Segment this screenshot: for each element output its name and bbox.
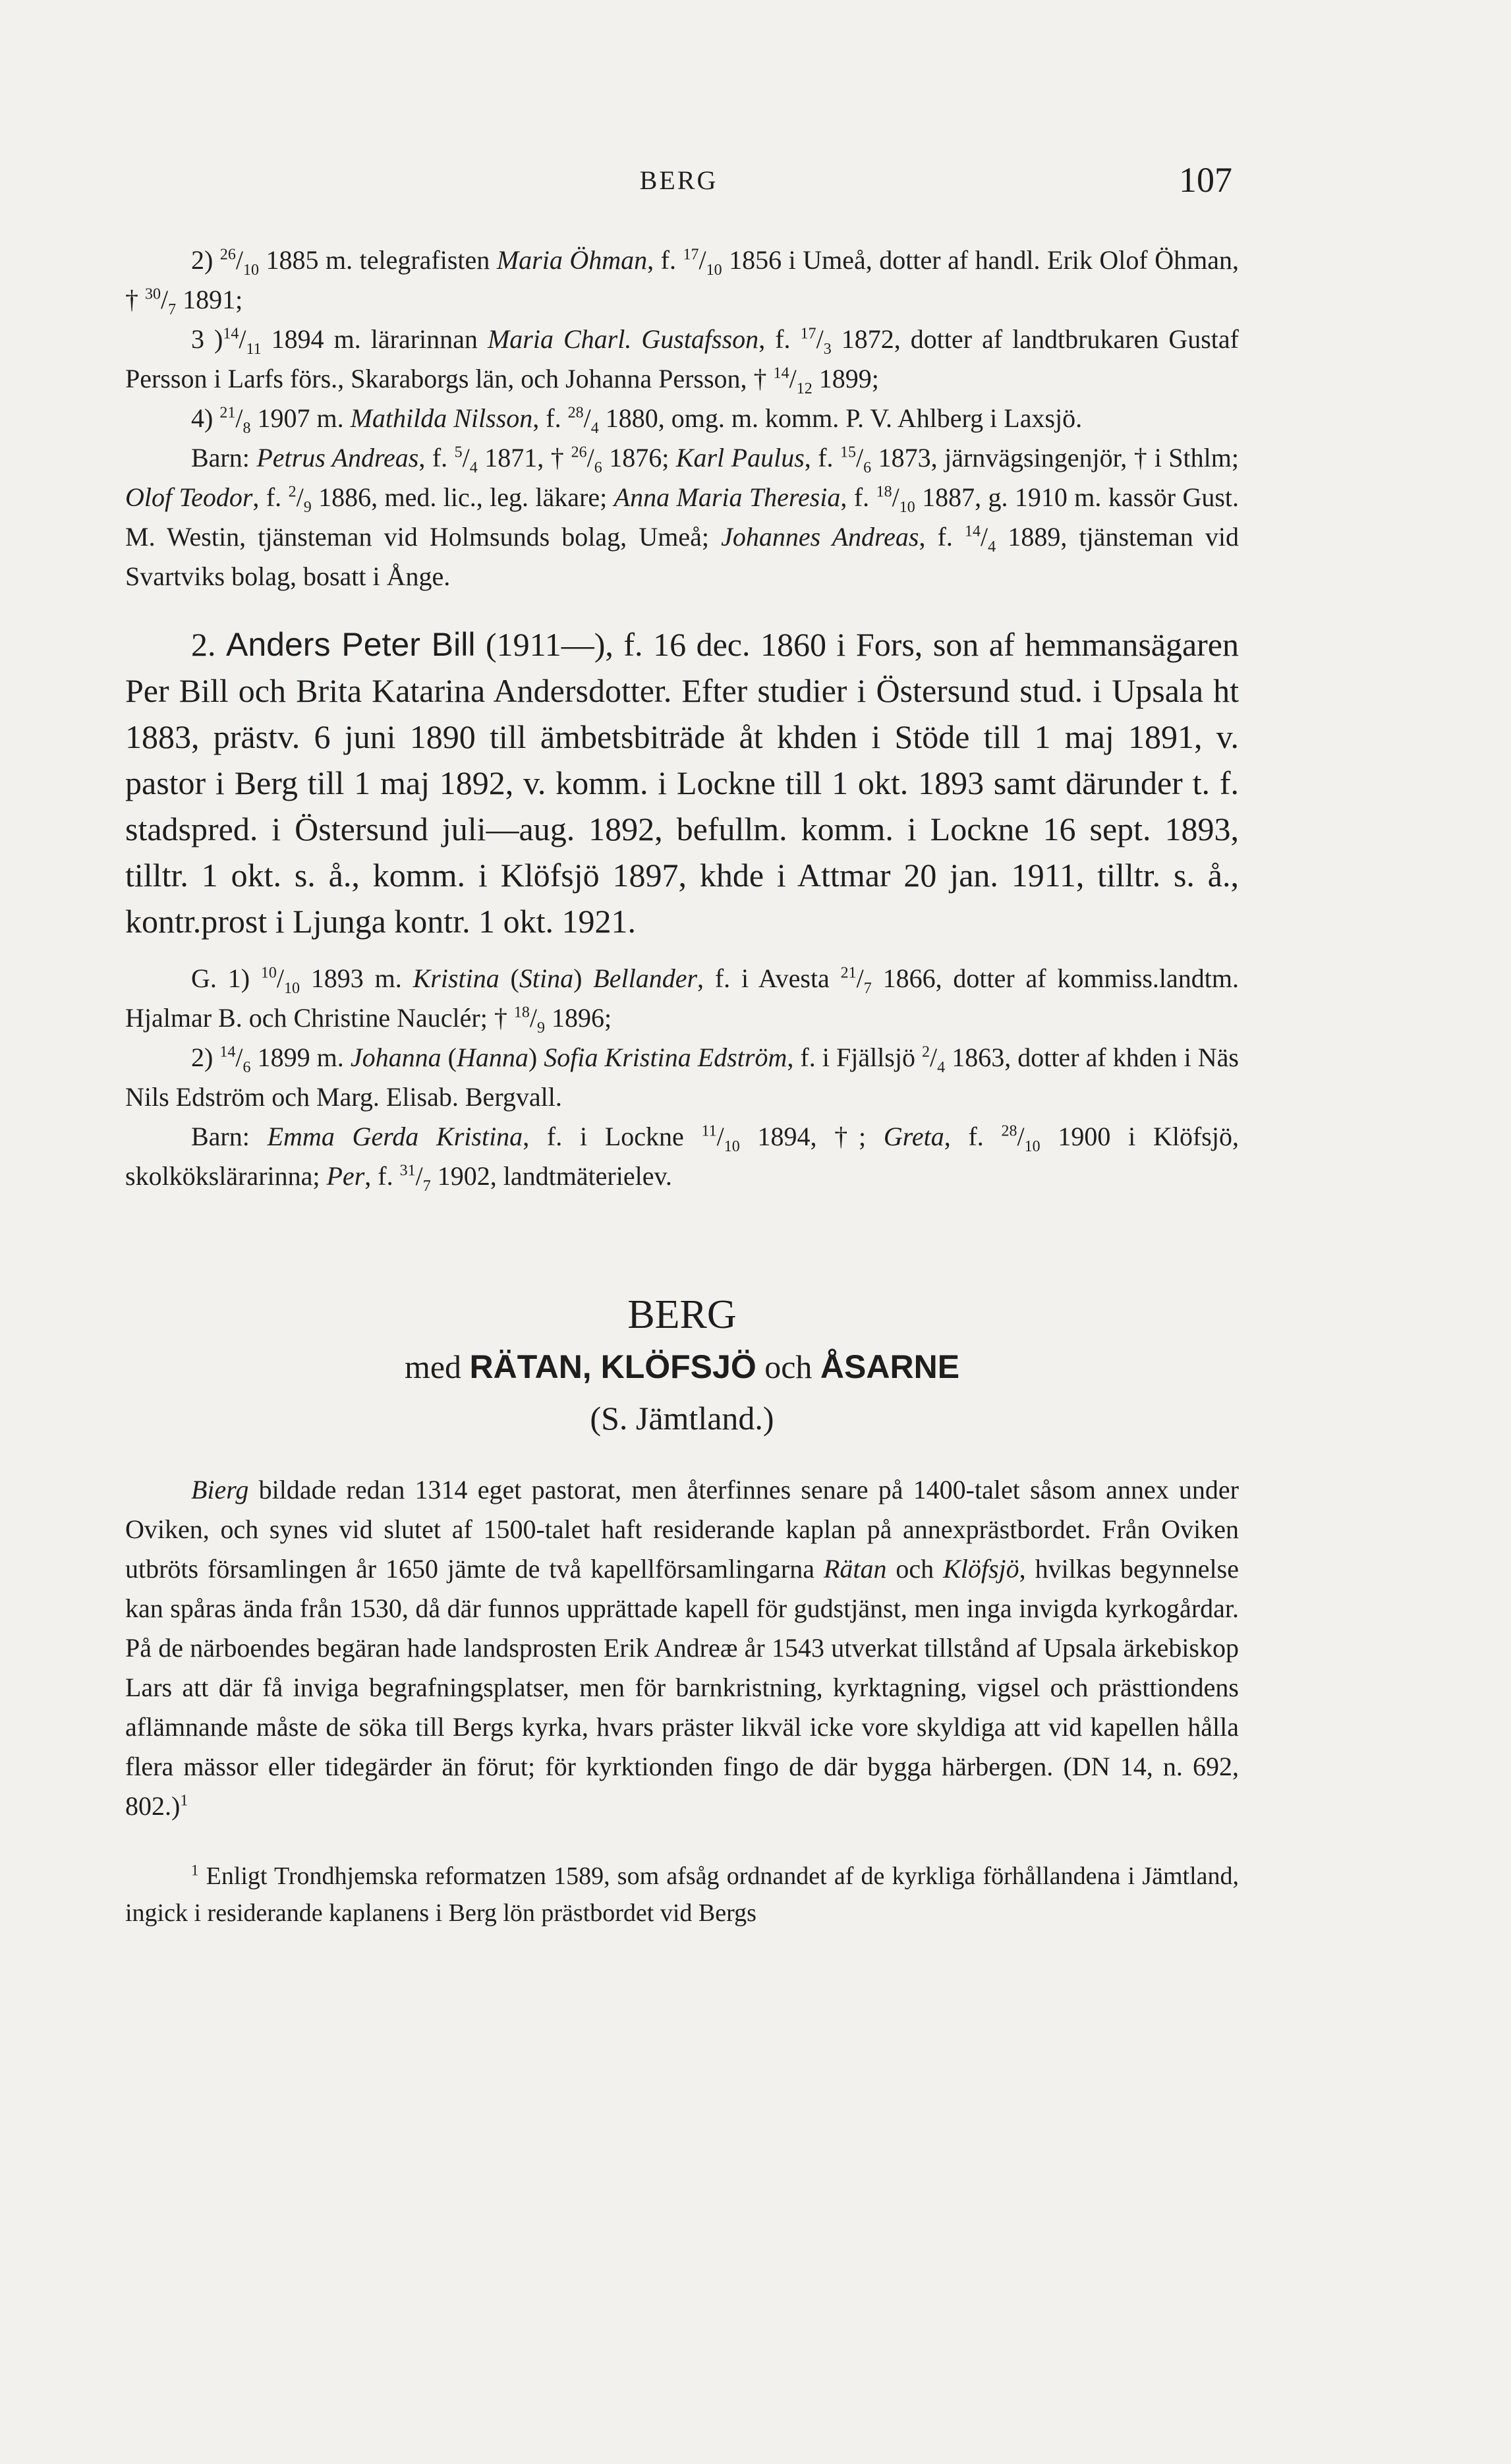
text-run: / (981, 522, 988, 552)
children-paragraph-1 (125, 438, 1239, 596)
text-run: G. 1) (191, 963, 261, 993)
text-run: 8 (242, 420, 251, 437)
text-run: , f. (647, 245, 683, 275)
text-run: 26 (571, 444, 587, 461)
text-run: 4) (191, 403, 220, 433)
marriage-g1-paragraph (125, 959, 1239, 1038)
footnote (125, 1858, 1239, 1932)
text-run: 1885 m. telegrafisten (258, 245, 497, 275)
text-run: ( (441, 1043, 457, 1072)
text-run: / (529, 1003, 537, 1033)
text-run: , f. (532, 403, 568, 433)
text-run: 1896; (544, 1003, 612, 1033)
text-run: 6 (242, 1059, 251, 1076)
text-run: (1911—), f. 16 dec. 1860 i Fors, son af hemmansägaren Per Bill och Brita Katarina Andersdotter. Efter studier i Östersund stud. i Upsala ht 1883, prästv. 6 juni 1890 till ämbetsbiträde åt khden i Stöde till 1 maj 1891, v. pastor i Berg till 1 maj 1892, v. komm. i Lockne till 1 okt. 1893 samt därunder t. f. stadspred. i Östersund juli—aug. 1892, befullm. komm. i Lockne 16 sept. 1893, tilltr. 1 okt. s. å., komm. i Klöfsjö 1897, khde i Attmar 20 jan. 1911, tilltr. s. å., kontr.prost i Ljunga kontr. 1 okt. 1921. (125, 626, 1240, 940)
entry-2-paragraph (125, 621, 1239, 944)
text-run: / (161, 285, 169, 314)
text-run: / (462, 443, 470, 473)
text-run: / (235, 403, 243, 433)
text-run: 1889, tjänsteman vid Svartviks bolag, bosatt i Ånge. (125, 522, 1239, 591)
text-run: bildade redan 1314 eget pastorat, men återfinnes senare på 1400-talet såsom annex under Oviken, och synes vid slutet af 1500-talet haft residerande kaplan på annexprästbordet. Från Oviken utbröts församlingen år 1650 jämte de två kapellförsamlingarna (125, 1475, 1239, 1584)
text-run: / (716, 1122, 724, 1151)
text-run: 1 (191, 1862, 199, 1879)
text-run: 14 (219, 1043, 236, 1061)
text-run: , f. i Fjällsjö (787, 1043, 923, 1072)
text-run: 3 ) (191, 324, 223, 354)
text-run: ) (528, 1043, 544, 1072)
section-title: BERG (627, 1292, 737, 1337)
text-run: / (586, 443, 594, 473)
text-run: 15 (840, 444, 857, 461)
children-paragraph-2 (125, 1117, 1239, 1196)
running-head (125, 160, 1232, 211)
text-run: 10 (899, 499, 915, 516)
text-run: 4 (937, 1059, 946, 1076)
text-run: Anders Peter Bill (226, 626, 476, 663)
text-run: Mathilda Nilsson (350, 403, 533, 433)
text-run: Rätan (823, 1554, 887, 1584)
text-run: , f. i Lockne (523, 1122, 702, 1151)
text-run: / (583, 403, 591, 433)
text-run: 1907 m. (250, 403, 351, 433)
text-run: 6 (863, 459, 872, 476)
marriage-g2-paragraph (125, 1038, 1239, 1117)
text-run: , f. (944, 1122, 1002, 1151)
page-number: 107 (1179, 160, 1232, 200)
text-run: / (698, 245, 706, 275)
text-block (125, 241, 1239, 1932)
text-run: , f. (252, 482, 289, 512)
text-run: 1863, dotter af khden i Näs Nils Edström och Marg. Elisab. Bergvall. (125, 1043, 1239, 1112)
text-run: , f. (840, 482, 876, 512)
text-run: Hanna (456, 1043, 528, 1072)
text-run: / (239, 324, 246, 354)
text-run: 10 (260, 964, 277, 982)
text-run: Stina (519, 963, 574, 993)
text-run: , f. (418, 443, 455, 473)
text-run: 7 (168, 301, 177, 318)
text-run: / (892, 482, 899, 512)
text-run: 2. (191, 626, 227, 663)
text-run: 11 (701, 1122, 717, 1140)
text-run: Barn: (191, 1122, 268, 1151)
text-run: Barn: (191, 443, 257, 473)
text-run: 1880, omg. m. komm. P. V. Ahlberg i Laxsjö. (598, 403, 1083, 433)
text-run: med (404, 1348, 470, 1385)
text-run: / (1017, 1122, 1025, 1151)
text-run: 1899 m. (250, 1043, 351, 1072)
text-run: 14 (965, 523, 981, 540)
text-run: och (756, 1348, 820, 1385)
text-run: 10 (242, 262, 259, 279)
text-run: 3 (823, 341, 832, 358)
text-run: Karl Paulus (675, 443, 805, 473)
text-run: Johannes Andreas (721, 522, 919, 552)
marriage-3-paragraph (125, 320, 1239, 399)
text-run: 1894 m. lärarinnan (261, 324, 488, 354)
text-run: / (235, 1043, 243, 1072)
text-run: , f. (919, 522, 965, 552)
text-run: 17 (800, 325, 816, 343)
text-run: ( (499, 963, 519, 993)
text-run: 21 (219, 404, 236, 422)
text-run: 28 (567, 404, 584, 422)
text-run: och (886, 1554, 944, 1584)
text-run: Kristina (413, 963, 499, 993)
text-run: 1886, med. lic., leg. läkare; (311, 482, 614, 512)
text-run: ) (573, 963, 594, 993)
text-run: 10 (706, 262, 722, 279)
text-run: / (816, 324, 824, 354)
marriage-4-paragraph (125, 399, 1239, 438)
text-run: / (415, 1161, 423, 1191)
text-run: RÄTAN, KLÖFSJÖ (469, 1348, 756, 1385)
text-run: 31 (399, 1162, 416, 1180)
text-run: 7 (863, 980, 872, 997)
text-run: , f. (758, 324, 801, 354)
text-run: / (930, 1043, 938, 1072)
text-run: ÅSARNE (820, 1348, 960, 1385)
text-run: 7 (422, 1178, 431, 1195)
text-run: 10 (1024, 1138, 1041, 1155)
text-run: Petrus Andreas (256, 443, 419, 473)
section-body-paragraph (125, 1470, 1239, 1826)
text-run: / (235, 245, 243, 275)
text-run: 18 (876, 483, 892, 501)
text-run: 18 (513, 1004, 530, 1021)
text-run: 1876; (602, 443, 676, 473)
text-run: 1887, g. 1910 m. kassör Gust. M. Westin, tjänsteman vid Holmsunds bolag, Umeå; (125, 482, 1240, 552)
text-run: 21 (840, 964, 857, 982)
text-run: 2) (191, 245, 220, 275)
text-run: 6 (594, 459, 602, 476)
text-run: 14 (773, 364, 789, 382)
text-run: Maria Öhman (496, 245, 648, 275)
text-run: Anna Maria Theresia (613, 482, 841, 512)
text-run: Per (326, 1161, 365, 1191)
text-run: 26 (219, 246, 236, 264)
text-run: / (856, 963, 864, 993)
text-run: 10 (283, 980, 300, 997)
running-head-title: BERG (639, 165, 718, 195)
text-run: 1872, dotter af landtbrukaren Gustaf Persson i Larfs förs., Skaraborgs län, och Johanna Persson, † (125, 324, 1239, 393)
text-run: 1893 m. (299, 963, 413, 993)
text-run: 10 (724, 1138, 740, 1155)
section-subtitle (125, 1341, 1239, 1392)
text-run: , hvilkas begynnelse kan spåras ända från 1530, då där funnos upprättade kapell för gudstjänst, men inga invigda kyrkogårdar. På de närboendes begäran hade landsprosten Erik Andreæ år 1543 utverkat tillstånd af Upsala ärkebiskop Lars att där få inviga begrafningsplatser, men för barnkristning, kyrktagning, vigsel och prästtiondens aflämnande måste de söka till Bergs kyrka, hvars präster likväl icke vore skyldiga att vid kapellen hålla flera mässor eller tidegärder än förut; för kyrktionden fingo de där bygga härbergen. (DN 14, n. 692, 802.) (125, 1554, 1239, 1821)
text-run: 1 (180, 1792, 188, 1810)
text-run: 1891; (176, 285, 243, 314)
text-run: 1873, järnvägsingenjör, † i Sthlm; (871, 443, 1239, 473)
text-run: 4 (469, 459, 478, 476)
text-run: 1871, † (477, 443, 571, 473)
text-run: Greta (883, 1122, 944, 1151)
text-run: 4 (988, 538, 996, 556)
text-run: 2) (191, 1043, 220, 1072)
text-run: 9 (303, 499, 312, 516)
section-region: (S. Jämtland.) (590, 1400, 774, 1437)
text-run: 2 (922, 1043, 930, 1061)
text-run: Klöfsjö (943, 1554, 1019, 1584)
text-run: 17 (683, 246, 699, 264)
text-run: Bellander (593, 963, 698, 993)
text-run: 9 (536, 1019, 545, 1037)
text-run: 1866, dotter af kommiss.landtm. Hjalmar B. och Christine Nauclér; † (125, 963, 1239, 1033)
text-run: / (789, 364, 797, 393)
text-run: Johanna (350, 1043, 442, 1072)
text-run: 14 (223, 325, 239, 343)
text-run: / (276, 963, 284, 993)
text-run: 2 (288, 483, 297, 501)
text-run: / (856, 443, 864, 473)
text-run: 5 (454, 444, 463, 461)
text-run: / (296, 482, 304, 512)
text-run: Enligt Trondhjemska reformatzen 1589, som afsåg ordnandet af de kyrkliga förhållandena i Jämtland, ingick i residerande kaplanens i Berg lön prästbordet vid Bergs (125, 1862, 1239, 1927)
text-run: 1902, landtmäterielev. (430, 1161, 672, 1191)
text-run: Maria Charl. Gustafsson (487, 324, 759, 354)
marriage-2-paragraph (125, 241, 1239, 320)
text-run: 4 (590, 420, 599, 437)
text-run: 30 (145, 285, 161, 303)
section-header (125, 1288, 1239, 1444)
text-run: Emma Gerda Kristina (267, 1122, 523, 1151)
text-run: 28 (1001, 1122, 1017, 1140)
text-run: , f. i Avesta (697, 963, 841, 993)
text-run: 1856 i Umeå, dotter af handl. Erik Olof Öhman, † (125, 245, 1240, 314)
text-run: 1900 i Klöfsjö, skolkökslärarinna; (125, 1122, 1239, 1191)
text-run: 12 (796, 380, 813, 397)
text-run: 1894, †; (739, 1122, 884, 1151)
text-run: 11 (246, 341, 262, 358)
text-run: 1899; (812, 364, 879, 393)
text-run: Olof Teodor (125, 482, 253, 512)
text-run: Bierg (191, 1475, 249, 1504)
text-run: , f. (804, 443, 841, 473)
text-run: , f. (364, 1161, 400, 1191)
text-run: Sofia Kristina Edström (544, 1043, 787, 1072)
